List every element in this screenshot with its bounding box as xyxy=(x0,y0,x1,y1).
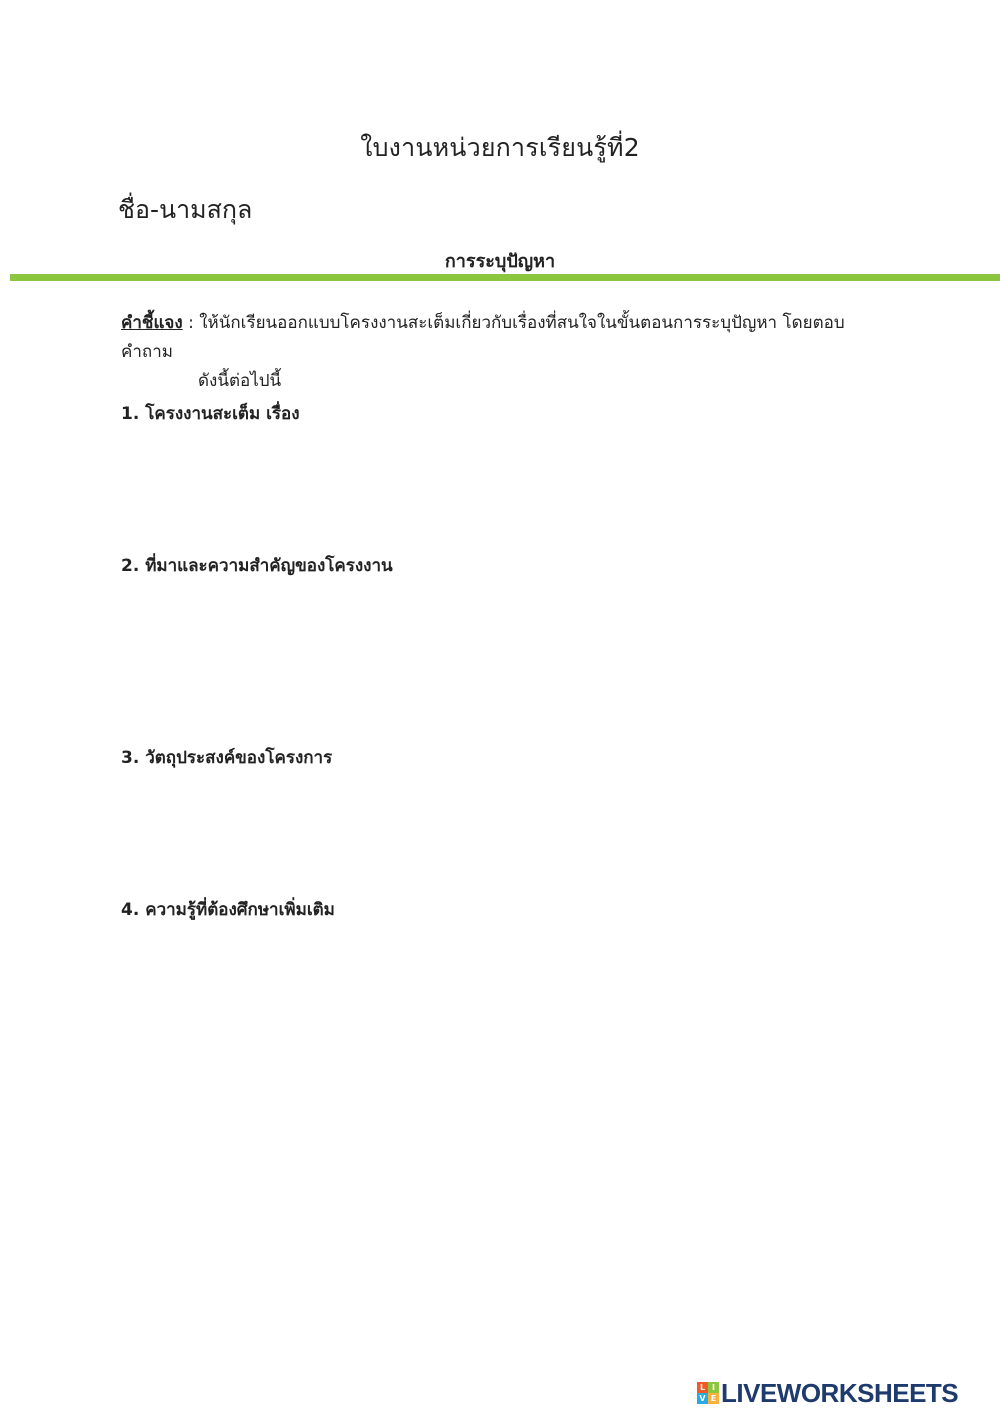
logo-letter-v: V xyxy=(697,1393,708,1404)
logo-letter-l: L xyxy=(697,1382,708,1393)
section-heading: การระบุปัญหา xyxy=(444,251,556,272)
liveworksheets-logo-icon xyxy=(697,1382,719,1404)
liveworksheets-brand-text: LIVEWORKSHEETS xyxy=(721,1377,959,1408)
logo-letter-e: E xyxy=(708,1393,719,1404)
instructions-label: คำชี้แจง xyxy=(121,313,183,333)
divider-rule xyxy=(10,274,1000,281)
question-3: 3. วัตถุประสงค์ของโครงการ xyxy=(121,748,333,768)
logo-letter-i: I xyxy=(708,1382,719,1393)
question-4: 4. ความรู้ที่ต้องศึกษาเพิ่มเติม xyxy=(121,900,335,920)
liveworksheets-logo[interactable] xyxy=(697,1378,958,1408)
question-2: 2. ที่มาและความสำคัญของโครงงาน xyxy=(121,556,393,576)
instructions-line-1 xyxy=(121,309,881,367)
instructions-line-2: ดังนี้ต่อไปนี้ xyxy=(198,371,282,391)
worksheet-title: ใบงานหน่วยการเรียนรู้ที่2 xyxy=(360,133,640,162)
instructions-block xyxy=(121,309,881,396)
instructions-separator: : xyxy=(182,313,200,333)
name-label: ชื่อ-นามสกุล xyxy=(118,195,253,224)
instructions-text-1: ให้นักเรียนออกแบบโครงงานสะเต็มเกี่ยวกับเรื่องที่สนใจในขั้นตอนการระบุปัญหา โดยตอบคำถาม xyxy=(121,313,845,362)
question-1: 1. โครงงานสะเต็ม เรื่อง xyxy=(121,404,300,424)
